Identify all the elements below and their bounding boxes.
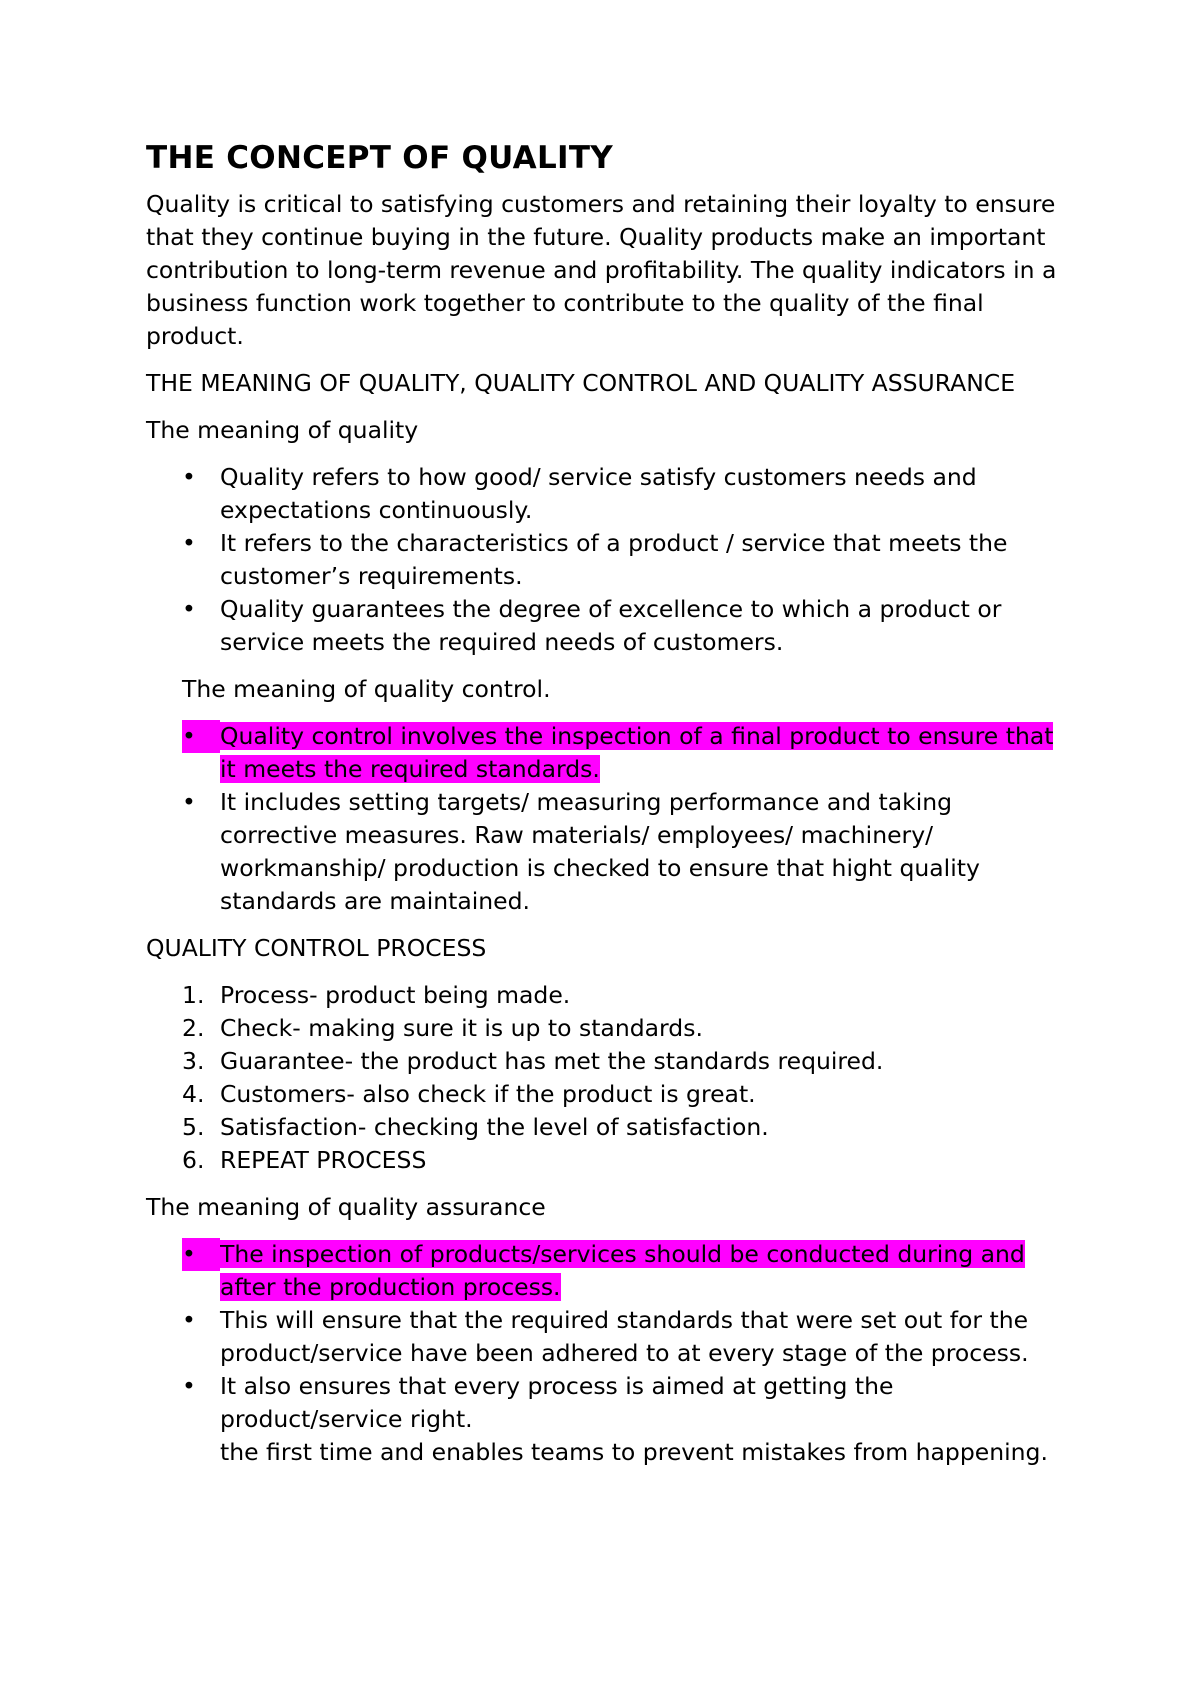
intro-paragraph: Quality is critical to satisfying customers and retaining their loyalty to ensure that they continue buying in the future. Quality products make an important contribution to long-term revenue and profitability. The quality indicators in a business function work together to contribute to the quality of the final product. [146, 190, 1057, 350]
step-number: 4. [182, 1080, 205, 1108]
bullet-icon: • [182, 463, 196, 491]
bullet-icon: • [182, 595, 196, 623]
step-text: REPEAT PROCESS [220, 1146, 427, 1174]
bullet-icon: • [182, 529, 196, 557]
step-text: Check- making sure it is up to standards. [220, 1014, 703, 1042]
quality-control-list [146, 720, 1076, 918]
list-item-text: It refers to the characteristics of a product / service that meets the customer’s requirements. [220, 529, 1008, 590]
step-number: 5. [182, 1113, 205, 1141]
process-step [146, 1012, 1076, 1045]
list-item-text: This will ensure that the required standards that were set out for the product/service have been adhered to at every stage of the process. [220, 1306, 1029, 1367]
process-step [146, 1144, 1076, 1177]
step-number: 2. [182, 1014, 205, 1042]
quality-heading: The meaning of quality [146, 416, 419, 444]
list-item-highlighted [146, 720, 1076, 786]
bullet-icon: • [182, 1238, 220, 1271]
document-page [146, 138, 1076, 1483]
step-text: Satisfaction- checking the level of satisfaction. [220, 1113, 769, 1141]
section-heading: THE MEANING OF QUALITY, QUALITY CONTROL AND QUALITY ASSURANCE [146, 369, 1016, 397]
list-item [146, 1304, 1076, 1370]
process-step [146, 979, 1076, 1012]
bullet-icon: • [182, 1372, 196, 1400]
quality-assurance-heading: The meaning of quality assurance [146, 1193, 546, 1221]
list-item [146, 593, 1076, 659]
step-text: Customers- also check if the product is great. [220, 1080, 756, 1108]
list-item [146, 1370, 1076, 1469]
process-step [146, 1078, 1076, 1111]
bullet-icon: • [182, 720, 220, 753]
list-item-text: Quality guarantees the degree of excellence to which a product or service meets the required needs of customers. [220, 595, 1002, 656]
step-number: 1. [182, 981, 205, 1009]
list-item [146, 461, 1076, 527]
highlighted-text: The inspection of products/services should be conducted during and after the production process. [220, 1240, 1025, 1301]
step-text: Guarantee- the product has met the standards required. [220, 1047, 884, 1075]
list-item-text: Quality refers to how good/ service satisfy customers needs and expectations continuously. [220, 463, 977, 524]
quality-control-heading: The meaning of quality control. [182, 675, 551, 703]
list-item [146, 527, 1076, 593]
list-item [146, 786, 1076, 918]
bullet-icon: • [182, 788, 196, 816]
quality-list [146, 461, 1076, 659]
document-title: THE CONCEPT OF QUALITY [146, 140, 614, 176]
process-step [146, 1045, 1076, 1078]
process-step [146, 1111, 1076, 1144]
step-text: Process- product being made. [220, 981, 571, 1009]
step-number: 6. [182, 1146, 205, 1174]
list-item-continuation: the first time and enables teams to prevent mistakes from happening. [220, 1438, 1048, 1466]
bullet-icon: • [182, 1306, 196, 1334]
list-item-text: It includes setting targets/ measuring performance and taking corrective measures. Raw materials/ employees/ machinery/ workmanship/ production is checked to ensure that hight quality standards are maintained. [220, 788, 980, 915]
list-item-text: It also ensures that every process is aimed at getting the product/service right. [220, 1372, 894, 1433]
process-steps-list [146, 979, 1076, 1177]
list-item-highlighted [146, 1238, 1076, 1304]
quality-assurance-list [146, 1238, 1076, 1469]
process-heading: QUALITY CONTROL PROCESS [146, 934, 487, 962]
highlighted-text: Quality control involves the inspection of a final product to ensure that it meets the required standards. [220, 722, 1054, 783]
step-number: 3. [182, 1047, 205, 1075]
